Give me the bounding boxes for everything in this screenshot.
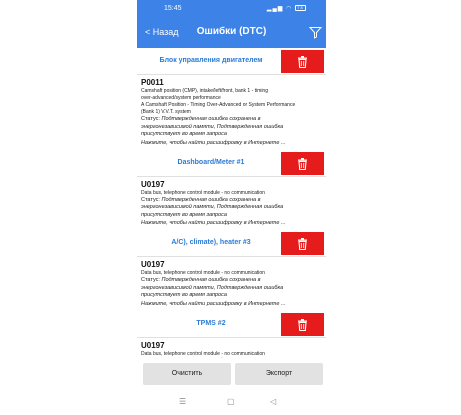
dtc-status xyxy=(141,116,322,124)
home-icon[interactable]: ▢ xyxy=(227,397,235,406)
dtc-description: Data bus, telephone control module - no communication xyxy=(141,350,265,357)
dtc-description: Camshaft position (CMP), intake/left/front, bank 1 - timing xyxy=(141,88,268,94)
phone-screen xyxy=(137,0,326,415)
battery-icon: 78 xyxy=(295,5,306,11)
delete-button[interactable] xyxy=(281,232,324,255)
status-text: Подтвержденная ошибка сохранена в xyxy=(161,116,261,122)
dtc-status xyxy=(141,131,322,139)
section-header xyxy=(137,48,326,75)
status-text: энергонезависимой памяти, Подтвержденная ошибка xyxy=(141,204,284,210)
page-title: Ошибки (DTC) xyxy=(196,26,267,37)
system-nav-bar xyxy=(137,392,326,415)
dtc-description: (Bank 1) V.V.T. system xyxy=(141,109,191,115)
section-title[interactable]: Dashboard/Meter #1 xyxy=(177,158,245,166)
delete-button[interactable] xyxy=(281,313,324,336)
dtc-entry xyxy=(137,75,326,150)
nav-back-icon[interactable]: ◁ xyxy=(270,397,277,406)
section-title[interactable]: A/C), climate), heater #3 xyxy=(171,239,251,246)
clear-button[interactable]: Очистить xyxy=(143,363,231,385)
section-title[interactable]: TPMS #2 xyxy=(196,319,226,327)
signal-icon: ▂▄▆ xyxy=(266,6,284,12)
dtc-code: U0197 xyxy=(141,340,165,350)
action-bar xyxy=(137,358,326,390)
dtc-status xyxy=(141,124,322,132)
dtc-code: U0197 xyxy=(141,179,165,189)
status-label: Статус: xyxy=(141,116,160,122)
status-text: Подтвержденная ошибка сохранена в xyxy=(161,196,261,203)
dtc-status xyxy=(141,285,322,293)
filter-icon[interactable] xyxy=(309,26,322,39)
status-text: присутствует во время запроса xyxy=(141,131,227,137)
dtc-status xyxy=(141,197,322,205)
dtc-list xyxy=(137,48,326,358)
dtc-code: P0011 xyxy=(141,78,164,87)
export-button[interactable]: Экспорт xyxy=(235,363,323,385)
delete-button[interactable] xyxy=(281,152,324,175)
dtc-status xyxy=(141,204,322,212)
search-online-link[interactable]: Нажмите, чтобы найти расшифровку в Интернете ... xyxy=(141,139,286,146)
section-header xyxy=(137,311,326,338)
status-text: Подтвержденная ошибка сохранена в xyxy=(161,277,261,283)
dtc-status xyxy=(141,277,322,285)
dtc-entry xyxy=(137,177,326,231)
section-header xyxy=(137,150,326,177)
dtc-code: U0197 xyxy=(141,260,165,269)
status-text: присутствует во время запроса xyxy=(141,211,227,218)
dtc-description: Data bus, telephone control module - no communication xyxy=(141,189,265,196)
status-text: энергонезависимой памяти, Подтвержденная ошибка xyxy=(141,123,284,130)
search-online-link[interactable]: Нажмите, чтобы найти расшифровку в Интернете ... xyxy=(141,300,286,307)
dtc-status xyxy=(141,212,322,220)
section-header xyxy=(137,230,326,257)
dtc-status xyxy=(141,292,322,300)
section-title[interactable]: Блок управления двигателем xyxy=(159,57,263,64)
dtc-description: Data bus, telephone control module - no communication xyxy=(141,270,265,276)
dtc-entry xyxy=(137,257,326,311)
status-time: 15:45 xyxy=(164,5,182,12)
status-bar xyxy=(137,0,326,18)
dtc-description: A Camshaft Position - Timing Over-Advanced or System Performance xyxy=(141,102,296,108)
back-button[interactable]: < Назад xyxy=(145,27,179,37)
status-label: Статус: xyxy=(141,277,160,283)
dtc-section xyxy=(137,48,326,150)
status-text: энергонезависимой памяти, Подтвержденная ошибка xyxy=(141,284,284,291)
toolbar xyxy=(137,18,326,48)
dtc-description: over-advanced/system performance xyxy=(141,95,221,101)
status-label: Статус: xyxy=(141,196,160,203)
search-online-link[interactable]: Нажмите, чтобы найти расшифровку в Интернете ... xyxy=(141,220,286,226)
dtc-section xyxy=(137,230,326,311)
delete-button[interactable] xyxy=(281,50,324,73)
recent-apps-icon[interactable]: ☰ xyxy=(179,397,187,406)
status-icons xyxy=(267,5,306,12)
dtc-section xyxy=(137,150,326,231)
status-text: присутствует во время запроса xyxy=(141,292,227,298)
wifi-icon: ◠ xyxy=(286,6,293,12)
